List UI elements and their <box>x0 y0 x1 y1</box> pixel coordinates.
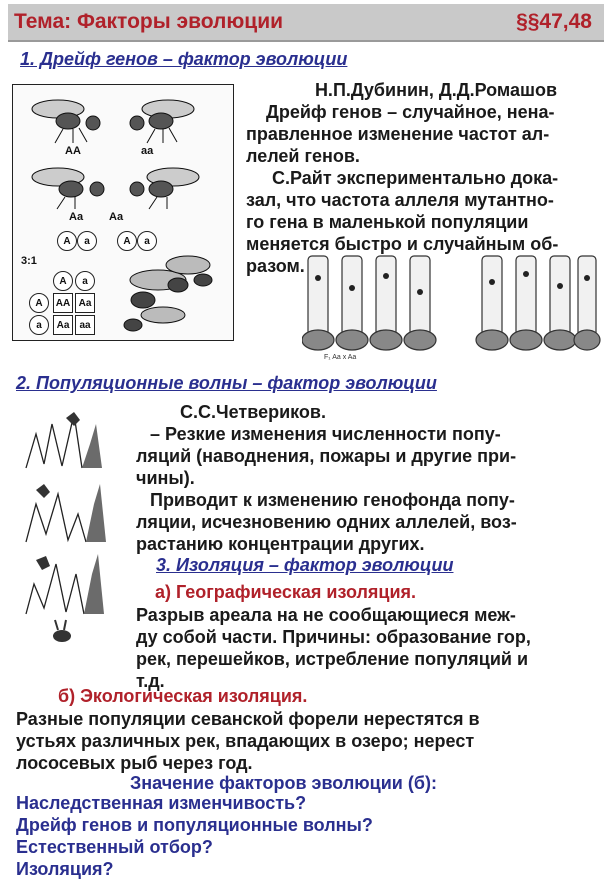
genotype-label-Aa-1: Aa <box>69 211 84 223</box>
genotype-label-Aa-2: Aa <box>109 211 124 223</box>
punnett-row-A: A <box>29 293 49 313</box>
eco-isolation-text <box>16 708 606 774</box>
author-line: С.С.Четвериков. <box>180 402 326 422</box>
definition-line: Дрейф генов – случайное, нена- <box>266 102 555 122</box>
geo-isolation-title: а) Географическая изоляция. <box>155 582 417 602</box>
punnett-head-a: a <box>75 271 95 291</box>
test-tubes-figure <box>302 248 602 366</box>
summary-item: Дрейф генов и популяционные волны? <box>16 815 373 835</box>
authors-line: Н.П.Дубинин, Д.Д.Ромашов <box>314 80 558 100</box>
definition-line: правленное изменение частот ал- <box>246 124 550 144</box>
summary-item: Изоляция? <box>16 859 114 879</box>
punnett-cell: AA <box>53 293 73 313</box>
summary-list <box>16 792 606 880</box>
eco-isolation-title: б) Экологическая изоляция. <box>58 686 308 706</box>
gamete-A-circle: A <box>57 231 77 251</box>
summary-item: Наследственная изменчивость? <box>16 793 307 813</box>
summary-item: Естественный отбор? <box>16 837 213 857</box>
gamete-A-circle-2: A <box>117 231 137 251</box>
tube-caption: F₁ Aa x Aa <box>324 354 357 361</box>
test-tube-drawings <box>302 248 602 366</box>
geo-line: рек, перешейков, истребление популяций и <box>136 649 529 669</box>
header-bar <box>8 4 604 42</box>
genotype-label-aa: aa <box>141 145 154 157</box>
geo-isolation-text <box>136 604 606 692</box>
genotype-label-AA: AA <box>65 145 81 157</box>
paragraph-ref: §§47,48 <box>516 10 592 33</box>
population-waves-chart <box>22 404 132 654</box>
gamete-a-circle-2: a <box>137 231 157 251</box>
section2-heading: 2. Популяционные волны – фактор эволюции <box>16 373 437 393</box>
punnett-cell: Aa <box>75 293 95 313</box>
effect-line: ляции, исчезновению одних аллелей, воз- <box>136 512 517 532</box>
experiment-line: меняется быстро и случайным об- <box>246 234 559 254</box>
punnett-head-A: A <box>53 271 73 291</box>
summary-title: Значение факторов эволюции (б): <box>130 773 437 793</box>
section2-text <box>136 401 606 555</box>
punnett-row-a: a <box>29 315 49 335</box>
topic-title: Тема: Факторы эволюции <box>14 10 284 33</box>
experiment-line: зал, что частота аллеля мутантно- <box>246 190 554 210</box>
population-waves-figure <box>22 404 132 654</box>
definition-line: лелей генов. <box>246 146 360 166</box>
punnett-cell: aa <box>75 315 95 335</box>
eco-line: устьях различных рек, впадающих в озеро; нерест <box>16 731 475 751</box>
ratio-label: 3:1 <box>21 255 37 267</box>
punnett-cell: Aa <box>53 315 73 335</box>
geo-line: ду собой части. Причины: образование гор, <box>136 627 531 647</box>
effect-line: Приводит к изменению генофонда попу- <box>150 490 515 510</box>
experiment-line: С.Райт экспериментально дока- <box>272 168 559 188</box>
desc-line: чины). <box>136 468 195 488</box>
section1-heading: 1. Дрейф генов – фактор эволюции <box>20 49 348 69</box>
gamete-a-circle: a <box>77 231 97 251</box>
effect-line: растанию концентрации других. <box>136 534 425 554</box>
section3-heading: 3. Изоляция – фактор эволюции <box>156 555 454 575</box>
experiment-line: го гена в маленькой популяции <box>246 212 529 232</box>
eco-line: Разные популяции севанской форели нерестятся в <box>16 709 480 729</box>
desc-line: – Резкие изменения численности попу- <box>150 424 501 444</box>
experiment-line: разом. <box>246 256 305 276</box>
geo-line: т.д. <box>136 671 165 691</box>
desc-line: ляций (наводнения, пожары и другие при- <box>136 446 517 466</box>
fly-genetics-figure <box>12 84 234 341</box>
eco-line: лососевых рыб через год. <box>16 753 253 773</box>
geo-line: Разрыв ареала на не сообщающиеся меж- <box>136 605 516 625</box>
